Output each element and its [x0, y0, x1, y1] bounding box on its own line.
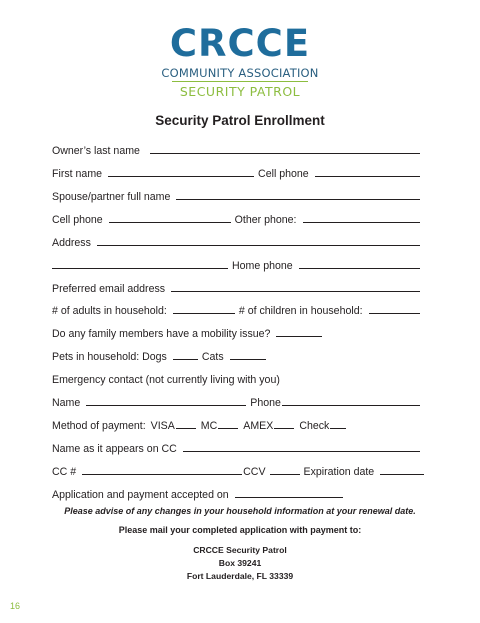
amex-field[interactable]	[274, 428, 294, 429]
cc-number-label: CC #	[52, 466, 77, 478]
mailing-name: CRCCE Security Patrol	[193, 545, 287, 555]
cell-phone-label: Cell phone	[258, 168, 309, 180]
check-label: Check	[299, 420, 330, 432]
spouse-name-label: Spouse/partner full name	[52, 191, 171, 203]
accepted-field[interactable]	[235, 497, 343, 498]
visa-label: VISA	[150, 420, 175, 432]
mobility-field[interactable]	[276, 336, 322, 337]
form-title: Security Patrol Enrollment	[155, 113, 325, 128]
spouse-name-field[interactable]	[176, 199, 420, 200]
row-email	[52, 277, 424, 295]
cats-field[interactable]	[230, 359, 266, 360]
first-name-field[interactable]	[108, 176, 254, 177]
dogs-label: Pets in household: Dogs	[52, 351, 167, 363]
owners-last-name-label: Owner’s last name	[52, 145, 140, 157]
adults-label: # of adults in household:	[52, 305, 167, 317]
renewal-note: Please advise of any changes in your household information at your renewal date.	[64, 506, 416, 516]
row-owners-last-name	[52, 139, 424, 157]
cell-phone-2-field[interactable]	[109, 222, 231, 223]
logo-divider	[172, 81, 308, 82]
email-label: Preferred email address	[52, 283, 166, 295]
row-mobility	[52, 322, 424, 340]
row-emergency-name-phone	[52, 391, 424, 409]
row-pets	[52, 345, 424, 363]
row-address	[52, 231, 424, 249]
children-label: # of children in household:	[238, 305, 363, 317]
row-household	[52, 299, 424, 317]
logo-wordmark: CRCCE	[169, 22, 311, 65]
check-field[interactable]	[330, 428, 346, 429]
logo-community-association: COMMUNITY ASSOCIATION	[161, 66, 319, 80]
emergency-phone-field[interactable]	[282, 405, 420, 406]
row-payment	[52, 414, 424, 432]
email-field[interactable]	[171, 291, 420, 292]
cc-number-field[interactable]	[82, 474, 242, 475]
amex-label: AMEX	[243, 420, 274, 432]
row-name-on-cc	[52, 437, 424, 455]
emergency-contact-label: Emergency contact (not currently living with you)	[52, 374, 280, 386]
other-phone-field[interactable]	[303, 222, 421, 223]
address-line-2-field[interactable]	[52, 268, 228, 269]
row-address-2-home-phone	[52, 254, 424, 272]
accepted-label: Application and payment accepted on	[52, 489, 229, 501]
ccv-field[interactable]	[270, 474, 300, 475]
address-label: Address	[52, 237, 91, 249]
dogs-field[interactable]	[173, 359, 198, 360]
mc-field[interactable]	[218, 428, 238, 429]
mail-instructions: Please mail your completed application with payment to:	[118, 525, 362, 535]
first-name-label: First name	[52, 168, 103, 180]
mailing-city: Fort Lauderdale, FL 33339	[186, 571, 294, 581]
row-spouse	[52, 185, 424, 203]
mailing-box: Box 39241	[218, 558, 262, 568]
payment-label: Method of payment:	[52, 420, 146, 432]
row-first-name	[52, 162, 424, 180]
logo-security-patrol: SECURITY PATROL	[179, 84, 301, 99]
name-on-cc-label: Name as it appears on CC	[52, 443, 177, 455]
home-phone-field[interactable]	[299, 268, 420, 269]
cell-phone-field[interactable]	[315, 176, 420, 177]
row-accepted	[52, 483, 424, 501]
expiration-label: Expiration date	[303, 466, 375, 478]
emergency-phone-label: Phone	[250, 397, 281, 409]
row-emergency-heading	[52, 368, 424, 386]
address-field[interactable]	[97, 245, 420, 246]
ccv-label: CCV	[243, 466, 266, 478]
children-field[interactable]	[369, 313, 420, 314]
cats-label: Cats	[201, 351, 224, 363]
name-on-cc-field[interactable]	[183, 451, 420, 452]
cell-phone-2-label: Cell phone	[52, 214, 103, 226]
home-phone-label: Home phone	[232, 260, 293, 272]
row-cell-other-phone	[52, 208, 424, 226]
page-number: 16	[10, 601, 21, 611]
emergency-name-field[interactable]	[86, 405, 246, 406]
row-cc-number	[52, 460, 424, 478]
adults-field[interactable]	[173, 313, 235, 314]
emergency-name-label: Name	[52, 397, 81, 409]
other-phone-label: Other phone:	[234, 214, 297, 226]
owners-last-name-field[interactable]	[150, 153, 420, 154]
expiration-field[interactable]	[380, 474, 424, 475]
visa-field[interactable]	[176, 428, 196, 429]
mc-label: MC	[200, 420, 218, 432]
mobility-label: Do any family members have a mobility issue?	[52, 328, 271, 340]
